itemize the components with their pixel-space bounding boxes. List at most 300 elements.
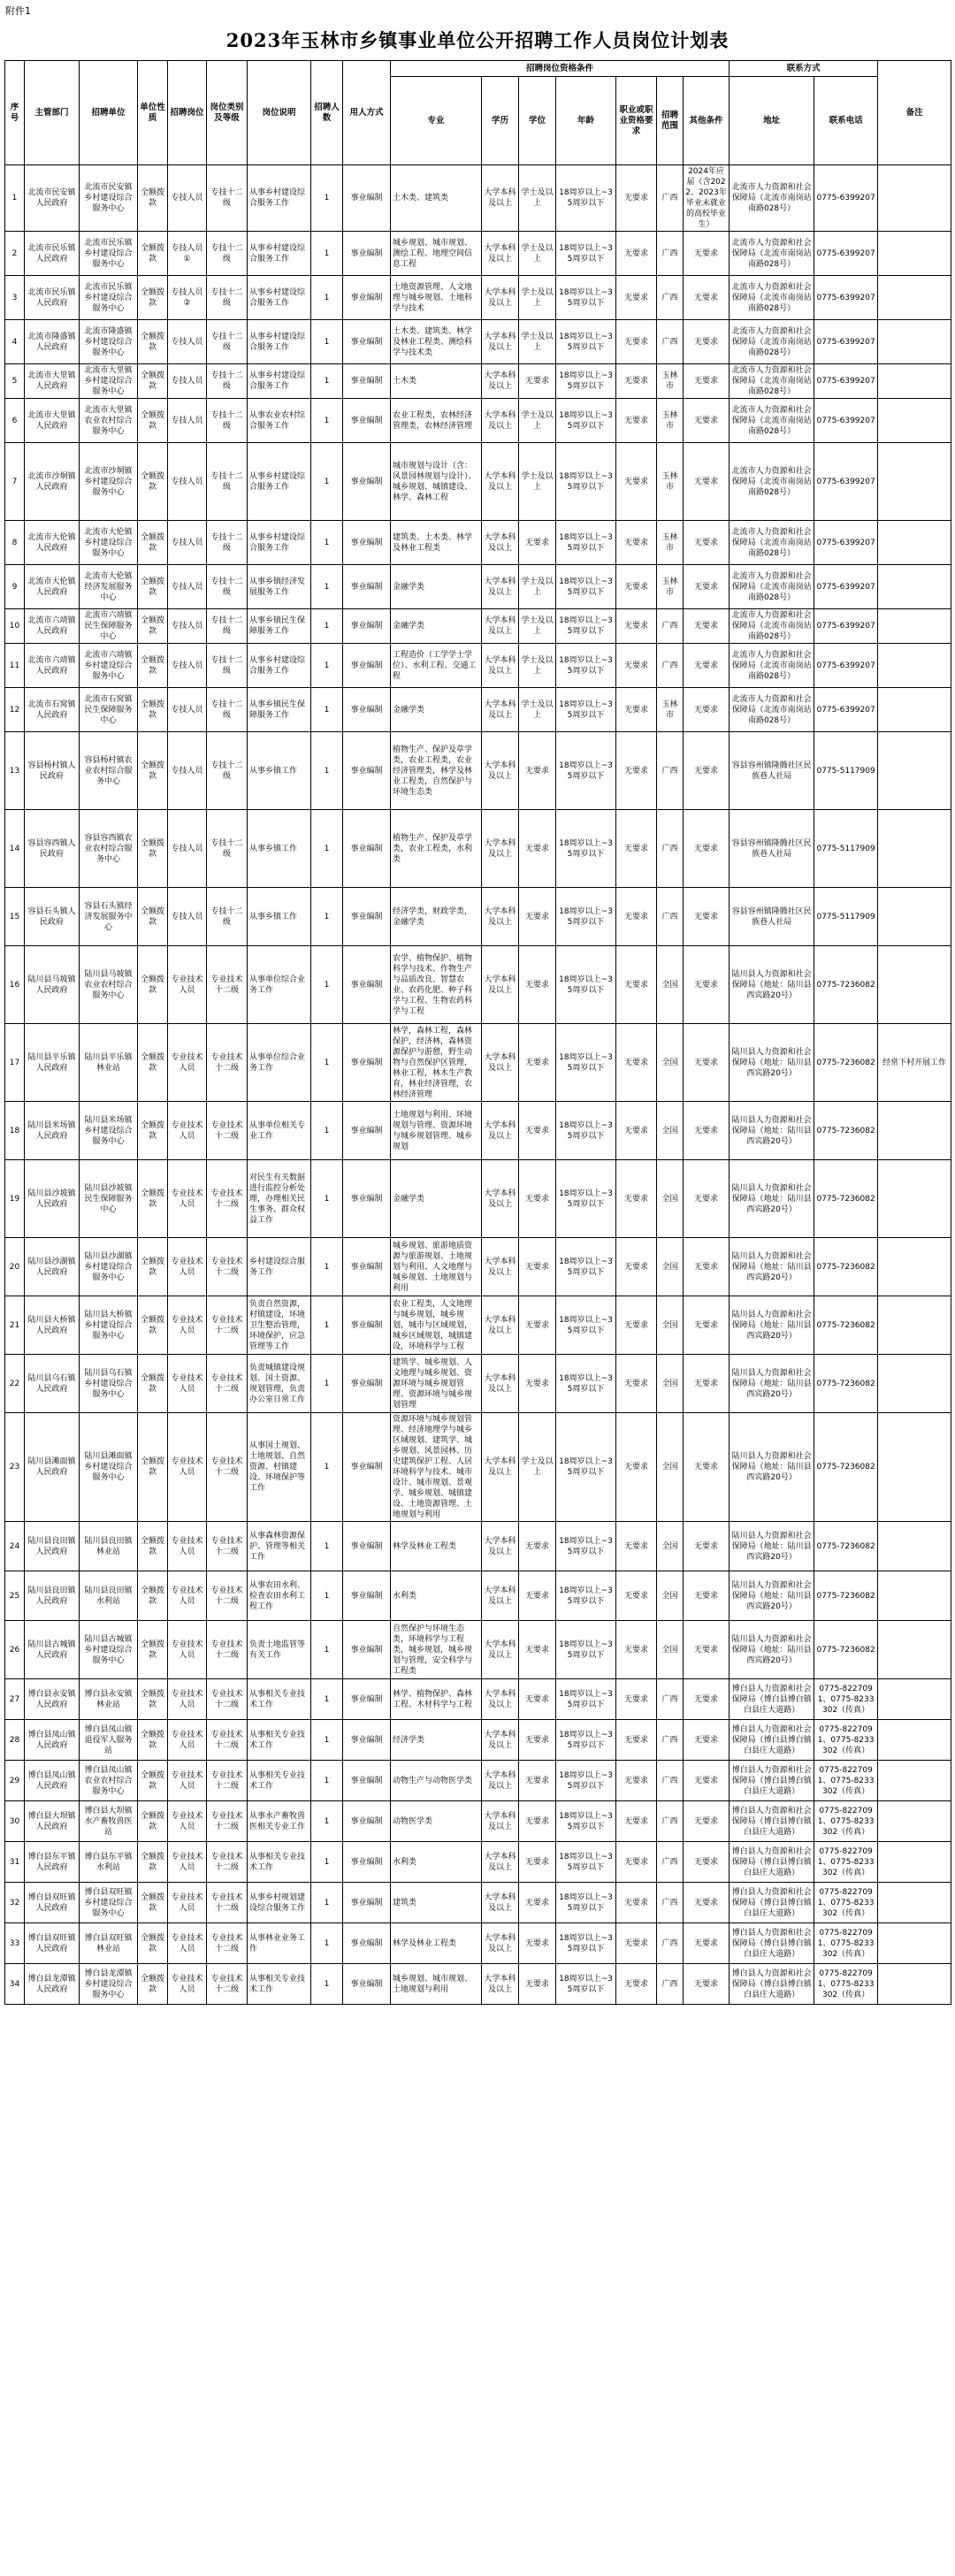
cell-dept: 博白县龙潭镇人民政府	[25, 1964, 80, 2005]
cell-seq: 20	[5, 1238, 25, 1296]
cell-degree: 学士及以上	[519, 320, 556, 364]
page-title: 2023年玉林市乡镇事业单位公开招聘工作人员岗位计划表	[225, 29, 730, 51]
cell-desc: 从事国土规划、土地规划、自然资源、村镇建设、环境保护等工作	[248, 1413, 311, 1522]
cell-note	[878, 1160, 951, 1238]
cell-addr: 陆川县人力资源和社会保障局（地址：陆川县西宾路20号）	[730, 1160, 814, 1238]
cell-addr: 陆川县人力资源和社会保障局（地址：陆川县西宾路20号）	[730, 1571, 814, 1621]
cell-age: 18周岁以上~35周岁以下	[556, 1621, 616, 1679]
cell-scope: 广西	[657, 1842, 684, 1883]
cell-addr: 北流市人力资源和社会保障局（北流市南岗站南路028号）	[730, 232, 814, 276]
cell-note	[878, 1964, 951, 2005]
cell-note	[878, 1102, 951, 1160]
cell-degree: 学士及以上	[519, 276, 556, 320]
cell-nature: 全额拨款	[138, 565, 168, 609]
cell-other: 无要求	[684, 1102, 730, 1160]
table-row	[5, 1296, 951, 1355]
cell-major: 金融学类	[391, 609, 482, 644]
cell-phone: 0775-6399207	[814, 276, 878, 320]
cell-unit: 陆川县滩面镇乡村建设综合服务中心	[80, 1413, 138, 1522]
cell-unit: 北流市隆盛镇乡村建设综合服务中心	[80, 320, 138, 364]
cell-major: 植物生产、保护及草学类，农业工程类，农业经济管理类，林学及林业工程类，自然保护与环境生态类	[391, 732, 482, 810]
cell-age: 18周岁以上~35周岁以下	[556, 1883, 616, 1923]
cell-unit: 陆川县米场镇乡村建设综合服务中心	[80, 1102, 138, 1160]
cell-major: 土地规划与利用、环境规划与管理、资源环境与城乡规划管理、城乡规划	[391, 1102, 482, 1160]
cell-count: 1	[311, 1883, 343, 1923]
table-row	[5, 1761, 951, 1801]
cell-degree: 学士及以上	[519, 644, 556, 688]
cell-nature: 全额拨款	[138, 644, 168, 688]
cell-age: 18周岁以上~35周岁以下	[556, 165, 616, 232]
cell-phone: 0775-8227091、0775-8233302（传真）	[814, 1801, 878, 1842]
cell-seq: 11	[5, 644, 25, 688]
cell-cert: 无要求	[616, 1238, 657, 1296]
cell-cert: 无要求	[616, 1801, 657, 1842]
cell-phone: 0775-5117909	[814, 732, 878, 810]
cell-cert: 无要求	[616, 1923, 657, 1964]
table-row	[5, 732, 951, 810]
cell-major: 建筑类	[391, 1883, 482, 1923]
cell-method: 事业编制	[343, 1801, 391, 1842]
header-scope: 招聘范围	[657, 77, 684, 165]
cell-age: 18周岁以上~35周岁以下	[556, 1413, 616, 1522]
cell-addr: 博白县人力资源和社会保障局（博白县博白镇白县庄大道路）	[730, 1720, 814, 1761]
cell-nature: 全额拨款	[138, 810, 168, 888]
cell-dept: 北流市民乐镇人民政府	[25, 276, 80, 320]
cell-post: 专技人员	[168, 320, 207, 364]
cell-desc: 从事单位综合业务工作	[248, 1024, 311, 1102]
cell-age: 18周岁以上~35周岁以下	[556, 609, 616, 644]
table-row	[5, 399, 951, 443]
cell-method: 事业编制	[343, 565, 391, 609]
cell-count: 1	[311, 609, 343, 644]
cell-cert: 无要求	[616, 1964, 657, 2005]
cell-age: 18周岁以上~35周岁以下	[556, 1761, 616, 1801]
cell-desc: 从事相关专业技术工作	[248, 1842, 311, 1883]
cell-count: 1	[311, 399, 343, 443]
cell-addr: 陆川县人力资源和社会保障局（地址：陆川县西宾路20号）	[730, 1102, 814, 1160]
cell-nature: 全额拨款	[138, 399, 168, 443]
cell-count: 1	[311, 688, 343, 732]
table-row	[5, 1621, 951, 1679]
cell-age: 18周岁以上~35周岁以下	[556, 1801, 616, 1842]
cell-desc: 负责土地监管等有关工作	[248, 1621, 311, 1679]
cell-age: 18周岁以上~35周岁以下	[556, 1160, 616, 1238]
table-row	[5, 1102, 951, 1160]
cell-method: 事业编制	[343, 1679, 391, 1720]
cell-addr: 陆川县人力资源和社会保障局（地址：陆川县西宾路20号）	[730, 946, 814, 1024]
cell-post: 专业技术人员	[168, 1883, 207, 1923]
cell-phone: 0775-6399207	[814, 399, 878, 443]
cell-desc: 从事乡村规划建设综合服务工作	[248, 1883, 311, 1923]
cell-dept: 北流市石窝镇人民政府	[25, 688, 80, 732]
cell-desc: 从事乡村建设综合服务工作	[248, 521, 311, 565]
header-contact-group: 联系方式	[730, 61, 878, 77]
cell-note	[878, 888, 951, 946]
cell-addr: 陆川县人力资源和社会保障局（地址：陆川县西宾路20号）	[730, 1296, 814, 1355]
cell-other: 无要求	[684, 1571, 730, 1621]
cell-other: 无要求	[684, 810, 730, 888]
cell-dept: 陆川县米场镇人民政府	[25, 1102, 80, 1160]
cell-cert: 无要求	[616, 1102, 657, 1160]
table-row	[5, 443, 951, 521]
header-dept: 主管部门	[25, 61, 80, 165]
cell-method: 事业编制	[343, 1883, 391, 1923]
cell-count: 1	[311, 1413, 343, 1522]
cell-scope: 广西	[657, 1923, 684, 1964]
cell-phone: 0775-8227091、0775-8233302（传真）	[814, 1679, 878, 1720]
cell-method: 事业编制	[343, 165, 391, 232]
cell-count: 1	[311, 232, 343, 276]
cell-desc: 从事乡村建设综合服务工作	[248, 364, 311, 399]
cell-method: 事业编制	[343, 1923, 391, 1964]
cell-level: 专业技术十二级	[207, 1296, 248, 1355]
cell-seq: 2	[5, 232, 25, 276]
cell-level: 专业技术十二级	[207, 1964, 248, 2005]
header-edu: 学历	[482, 77, 519, 165]
cell-dept: 陆川县沙坡镇人民政府	[25, 1160, 80, 1238]
cell-desc: 从事乡村建设综合服务工作	[248, 644, 311, 688]
cell-note	[878, 276, 951, 320]
cell-count: 1	[311, 276, 343, 320]
cell-edu: 大学本科及以上	[482, 364, 519, 399]
cell-major: 水利类	[391, 1571, 482, 1621]
cell-dept: 博白县双旺镇人民政府	[25, 1883, 80, 1923]
cell-dept: 陆川县良田镇人民政府	[25, 1522, 80, 1571]
cell-other: 无要求	[684, 443, 730, 521]
cell-phone: 0775-7236082	[814, 1296, 878, 1355]
cell-edu: 大学本科及以上	[482, 1238, 519, 1296]
cell-level: 专技十二级	[207, 688, 248, 732]
cell-major: 农学、植物保护、植物科学与技术、作物生产与品质改良、智慧农业、农药化肥、种子科学与工程、生物农药科学与工程	[391, 946, 482, 1024]
table-row	[5, 609, 951, 644]
table-row	[5, 276, 951, 320]
cell-edu: 大学本科及以上	[482, 1923, 519, 1964]
cell-degree: 学士及以上	[519, 1413, 556, 1522]
cell-nature: 全额拨款	[138, 320, 168, 364]
cell-scope: 全国	[657, 1296, 684, 1355]
cell-dept: 陆川县乌石镇人民政府	[25, 1355, 80, 1413]
cell-cert: 无要求	[616, 688, 657, 732]
cell-major: 建筑类、土木类、林学及林业工程类	[391, 521, 482, 565]
cell-phone: 0775-6399207	[814, 609, 878, 644]
cell-dept: 陆川县大桥镇人民政府	[25, 1296, 80, 1355]
table-row	[5, 320, 951, 364]
cell-degree: 无要求	[519, 888, 556, 946]
cell-nature: 全额拨款	[138, 1761, 168, 1801]
cell-major: 农业工程类，人文地理与城乡规划，城乡规划，城市与区域规划，城乡区域规划，城镇建设，环境科学与工程	[391, 1296, 482, 1355]
cell-major: 城市规划与设计（含：风景园林规划与设计）、城乡规划、城镇建设、林学、森林工程	[391, 443, 482, 521]
cell-seq: 18	[5, 1102, 25, 1160]
cell-desc: 从事乡镇经济发展服务工作	[248, 565, 311, 609]
cell-nature: 全额拨款	[138, 1160, 168, 1238]
cell-count: 1	[311, 1923, 343, 1964]
cell-dept: 陆川县马坡镇人民政府	[25, 946, 80, 1024]
cell-nature: 全额拨款	[138, 1679, 168, 1720]
table-row	[5, 565, 951, 609]
cell-scope: 广西	[657, 732, 684, 810]
cell-count: 1	[311, 1522, 343, 1571]
cell-nature: 全额拨款	[138, 1571, 168, 1621]
cell-other: 无要求	[684, 1964, 730, 2005]
cell-scope: 全国	[657, 1160, 684, 1238]
cell-addr: 北流市人力资源和社会保障局（北流市南岗站南路028号）	[730, 565, 814, 609]
cell-phone: 0775-7236082	[814, 1102, 878, 1160]
cell-degree: 无要求	[519, 1522, 556, 1571]
cell-post: 专业技术人员	[168, 1964, 207, 2005]
cell-nature: 全额拨款	[138, 888, 168, 946]
cell-scope: 玉林市	[657, 565, 684, 609]
cell-addr: 北流市人力资源和社会保障局（北流市南岗站南路028号）	[730, 320, 814, 364]
cell-edu: 大学本科及以上	[482, 1355, 519, 1413]
cell-edu: 大学本科及以上	[482, 1621, 519, 1679]
cell-other: 无要求	[684, 1842, 730, 1883]
table-row	[5, 1160, 951, 1238]
cell-seq: 26	[5, 1621, 25, 1679]
cell-unit: 北流市六靖镇民生保障服务中心	[80, 609, 138, 644]
cell-age: 18周岁以上~35周岁以下	[556, 443, 616, 521]
cell-phone: 0775-6399207	[814, 565, 878, 609]
cell-other: 无要求	[684, 1355, 730, 1413]
cell-seq: 14	[5, 810, 25, 888]
cell-dept: 陆川县古城镇人民政府	[25, 1621, 80, 1679]
cell-dept: 陆川县滩面镇人民政府	[25, 1413, 80, 1522]
cell-desc: 从事乡村建设综合服务工作	[248, 320, 311, 364]
cell-desc: 从事相关专业技术工作	[248, 1679, 311, 1720]
cell-post: 专技人员	[168, 165, 207, 232]
cell-level: 专技十二级	[207, 888, 248, 946]
cell-unit: 北流市民乐镇乡村建设综合服务中心	[80, 232, 138, 276]
cell-scope: 广西	[657, 609, 684, 644]
cell-post: 专业技术人员	[168, 1413, 207, 1522]
cell-other: 无要求	[684, 232, 730, 276]
cell-seq: 27	[5, 1679, 25, 1720]
cell-count: 1	[311, 644, 343, 688]
cell-nature: 全额拨款	[138, 165, 168, 232]
header-degree: 学位	[519, 77, 556, 165]
cell-desc: 从事森林资源保护、管理等相关工作	[248, 1522, 311, 1571]
cell-age: 18周岁以上~35周岁以下	[556, 1296, 616, 1355]
cell-dept: 博白县永安镇人民政府	[25, 1679, 80, 1720]
cell-seq: 21	[5, 1296, 25, 1355]
cell-count: 1	[311, 1720, 343, 1761]
cell-post: 专业技术人员	[168, 1761, 207, 1801]
cell-level: 专技十二级	[207, 399, 248, 443]
cell-major: 金融学类	[391, 688, 482, 732]
cell-degree: 无要求	[519, 946, 556, 1024]
cell-degree: 学士及以上	[519, 688, 556, 732]
cell-addr: 北流市人力资源和社会保障局（北流市南岗站南路028号）	[730, 688, 814, 732]
cell-nature: 全额拨款	[138, 946, 168, 1024]
cell-major: 资源环境与城乡规划管理、经济地理学与城乡区域规划、建筑学、城乡规划、风景园林、历史建筑保护工程、人居环境科学与技术、城市设计、城市规划、景观学、城乡规划、城镇建设、土地资源管理、土地规划与利用	[391, 1413, 482, 1522]
cell-note	[878, 1883, 951, 1923]
header-level: 岗位类别及等级	[207, 61, 248, 165]
cell-level: 专业技术十二级	[207, 1883, 248, 1923]
cell-post: 专技人员	[168, 565, 207, 609]
cell-seq: 7	[5, 443, 25, 521]
cell-major: 城乡规划、城市规划、测绘工程、地理空间信息工程	[391, 232, 482, 276]
cell-addr: 北流市人力资源和社会保障局（北流市南岗站南路028号）	[730, 644, 814, 688]
cell-method: 事业编制	[343, 1024, 391, 1102]
cell-level: 专技十二级	[207, 276, 248, 320]
cell-nature: 全额拨款	[138, 688, 168, 732]
cell-scope: 全国	[657, 1522, 684, 1571]
cell-unit: 陆川县良田镇林业站	[80, 1522, 138, 1571]
cell-unit: 北流市民乐镇乡村建设综合服务中心	[80, 276, 138, 320]
cell-cert: 无要求	[616, 364, 657, 399]
cell-desc: 从事乡镇工作	[248, 810, 311, 888]
cell-unit: 博白县大坝镇水产畜牧兽医站	[80, 1801, 138, 1842]
cell-unit: 北流市大伦镇经济发展服务中心	[80, 565, 138, 609]
cell-seq: 34	[5, 1964, 25, 2005]
cell-note	[878, 1522, 951, 1571]
cell-level: 专业技术十二级	[207, 1413, 248, 1522]
cell-dept: 北流市大里镇人民政府	[25, 399, 80, 443]
table-row	[5, 946, 951, 1024]
table-row	[5, 1413, 951, 1522]
cell-major: 动物生产与动物医学类	[391, 1761, 482, 1801]
cell-dept: 博白县凤山镇人民政府	[25, 1720, 80, 1761]
table-body	[5, 165, 951, 2005]
cell-note	[878, 732, 951, 810]
cell-desc: 从事林业业务工作	[248, 1923, 311, 1964]
cell-addr: 容县容州镇隆腾社区民族巷人社局	[730, 888, 814, 946]
cell-degree: 无要求	[519, 1801, 556, 1842]
cell-phone: 0775-7236082	[814, 1355, 878, 1413]
cell-nature: 全额拨款	[138, 1355, 168, 1413]
cell-nature: 全额拨款	[138, 1621, 168, 1679]
cell-phone: 0775-8227091、0775-8233302（传真）	[814, 1761, 878, 1801]
cell-method: 事业编制	[343, 1160, 391, 1238]
cell-dept: 容县石头镇人民政府	[25, 888, 80, 946]
cell-scope: 全国	[657, 1024, 684, 1102]
cell-other: 无要求	[684, 1296, 730, 1355]
cell-unit: 陆川县良田镇水利站	[80, 1571, 138, 1621]
cell-cert: 无要求	[616, 1720, 657, 1761]
table-row	[5, 1720, 951, 1761]
cell-seq: 25	[5, 1571, 25, 1621]
cell-post: 专业技术人员	[168, 1102, 207, 1160]
cell-seq: 5	[5, 364, 25, 399]
cell-note	[878, 1355, 951, 1413]
cell-unit: 北流市六靖镇乡村建设综合服务中心	[80, 644, 138, 688]
cell-seq: 3	[5, 276, 25, 320]
cell-desc: 负责自然资源，村镇建设，环境卫生整治管理，环境保护，应急管理等工作	[248, 1296, 311, 1355]
cell-degree: 无要求	[519, 1842, 556, 1883]
cell-phone: 0775-6399207	[814, 320, 878, 364]
cell-unit: 北流市沙垌镇乡村建设综合服务中心	[80, 443, 138, 521]
cell-cert: 无要求	[616, 1522, 657, 1571]
cell-age: 18周岁以上~35周岁以下	[556, 565, 616, 609]
cell-age: 18周岁以上~35周岁以下	[556, 320, 616, 364]
cell-note	[878, 320, 951, 364]
cell-age: 18周岁以上~35周岁以下	[556, 364, 616, 399]
cell-age: 18周岁以上~35周岁以下	[556, 399, 616, 443]
cell-scope: 广西	[657, 1964, 684, 2005]
cell-unit: 陆川县沙坡镇民生保障服务中心	[80, 1160, 138, 1238]
cell-method: 事业编制	[343, 1355, 391, 1413]
cell-addr: 容县容州镇隆腾社区民族巷人社局	[730, 810, 814, 888]
cell-age: 18周岁以上~35周岁以下	[556, 1522, 616, 1571]
cell-seq: 12	[5, 688, 25, 732]
cell-post: 专技人员	[168, 644, 207, 688]
cell-dept: 博白县凤山镇人民政府	[25, 1761, 80, 1801]
cell-unit: 博白县凤山镇农业农村综合服务中心	[80, 1761, 138, 1801]
cell-degree: 无要求	[519, 1621, 556, 1679]
cell-level: 专业技术十二级	[207, 1024, 248, 1102]
cell-other: 无要求	[684, 1522, 730, 1571]
cell-seq: 24	[5, 1522, 25, 1571]
cell-method: 事业编制	[343, 946, 391, 1024]
cell-post: 专技人员	[168, 810, 207, 888]
cell-nature: 全额拨款	[138, 1413, 168, 1522]
cell-nature: 全额拨款	[138, 732, 168, 810]
cell-cert: 无要求	[616, 732, 657, 810]
cell-addr: 北流市人力资源和社会保障局（北流市南岗站南路028号）	[730, 364, 814, 399]
cell-scope: 全国	[657, 946, 684, 1024]
cell-dept: 博白县大坝镇人民政府	[25, 1801, 80, 1842]
cell-count: 1	[311, 732, 343, 810]
cell-nature: 全额拨款	[138, 1238, 168, 1296]
table-row	[5, 688, 951, 732]
cell-dept: 北流市大伦镇人民政府	[25, 565, 80, 609]
cell-note	[878, 443, 951, 521]
cell-note	[878, 644, 951, 688]
cell-edu: 大学本科及以上	[482, 521, 519, 565]
cell-addr: 北流市人力资源和社会保障局（北流市南岗站南路028号）	[730, 443, 814, 521]
cell-method: 事业编制	[343, 688, 391, 732]
cell-degree: 无要求	[519, 1355, 556, 1413]
cell-desc: 从事单位综合业务工作	[248, 946, 311, 1024]
cell-cert: 无要求	[616, 1160, 657, 1238]
cell-post: 专技人员	[168, 688, 207, 732]
cell-desc: 负责城镇建设规划、国土资源、规划管理，负责办公室日常工作	[248, 1355, 311, 1413]
cell-count: 1	[311, 810, 343, 888]
cell-seq: 23	[5, 1413, 25, 1522]
cell-nature: 全额拨款	[138, 443, 168, 521]
cell-seq: 13	[5, 732, 25, 810]
cell-dept: 北流市隆盛镇人民政府	[25, 320, 80, 364]
cell-major: 建筑学、城乡规划、人文地理与城乡规划、资源环境与城乡规划管理、资源环境与城乡规划管理	[391, 1355, 482, 1413]
cell-addr: 博白县人力资源和社会保障局（博白县博白镇白县庄大道路）	[730, 1883, 814, 1923]
table-row	[5, 165, 951, 232]
cell-count: 1	[311, 1238, 343, 1296]
cell-note	[878, 1296, 951, 1355]
cell-cert: 无要求	[616, 165, 657, 232]
cell-age: 18周岁以上~35周岁以下	[556, 1923, 616, 1964]
cell-method: 事业编制	[343, 732, 391, 810]
cell-count: 1	[311, 364, 343, 399]
cell-scope: 全国	[657, 1355, 684, 1413]
cell-age: 18周岁以上~35周岁以下	[556, 1571, 616, 1621]
table-row	[5, 1571, 951, 1621]
cell-age: 18周岁以上~35周岁以下	[556, 276, 616, 320]
cell-cert: 无要求	[616, 609, 657, 644]
cell-count: 1	[311, 1102, 343, 1160]
cell-note	[878, 1571, 951, 1621]
cell-scope: 玉林市	[657, 399, 684, 443]
header-count: 招聘人数	[311, 61, 343, 165]
cell-other: 无要求	[684, 364, 730, 399]
cell-note	[878, 946, 951, 1024]
cell-post: 专业技术人员	[168, 1024, 207, 1102]
cell-method: 事业编制	[343, 320, 391, 364]
table-row	[5, 232, 951, 276]
cell-major: 农业工程类，农林经济管理类，农林经济管理	[391, 399, 482, 443]
cell-post: 专技人员	[168, 399, 207, 443]
header-major: 专业	[391, 77, 482, 165]
cell-degree: 无要求	[519, 1679, 556, 1720]
cell-note	[878, 1720, 951, 1761]
